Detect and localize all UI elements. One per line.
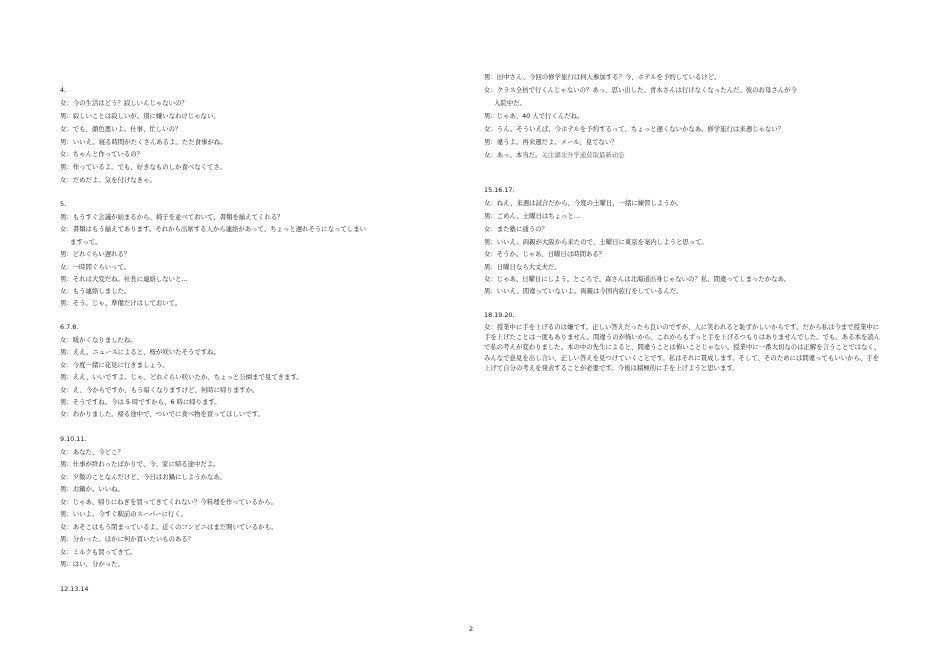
section-number: 6.7.8.: [60, 323, 79, 331]
dialogue-line: 女：夕飯のことなんだけど、今日はお鍋にしようかなあ。: [60, 473, 226, 481]
dialogue-line: 男：いいえ。寝る時間がたくさんあるよ。ただ食事がね。: [60, 138, 227, 146]
dialogue-line: 女：わかりました。帰る途中で、ついでに食べ物を買ってほしいです。: [60, 410, 264, 418]
dialogue-line: 男：違うよ。再来週だよ。メール、見てない？: [484, 138, 618, 146]
dialogue-line: 女：じゃあ、帰りにねぎを買ってきてくれない？今料理を作っているから。: [60, 498, 278, 506]
dialogue-line: 男：お鍋か。いいね。: [60, 485, 124, 493]
dialogue-line: 女：ねえ、来週は試合だから、今度の土曜日、一緒に練習しようか。: [484, 199, 683, 207]
page-number: 2: [469, 625, 474, 633]
dialogue-line: 女：そうか。じゃあ、日曜日は時間ある？: [484, 250, 606, 258]
dialogue-line: 男：いいえ。両親が大阪から来たので、土曜日に東京を案内しようと思って。: [484, 238, 708, 246]
dialogue-line: 男：じゃあ、40 人で行くんだね。: [484, 112, 584, 120]
dialogue-line: 女：あそこはもう閉まっているよ。近くのコンビニはまだ開いているかも。: [60, 523, 278, 531]
dialogue-line: 女：暖かくなりましたね。: [60, 336, 137, 344]
dialogue-line: 男：作っているよ。でも、好きなものしか食べなくてさ。: [60, 163, 226, 171]
dialogue-line: 女：もう連絡しました。: [60, 287, 131, 295]
dialogue-line: 男：ええ。ニュースによると、桜が咲いたそうですね。: [60, 348, 220, 356]
dialogue-line: 男：田中さん、今回の修学旅行は何人参加する？今、ホテルを予約しているけど。: [484, 73, 721, 81]
dialogue-line: 女：クラス全員で行くんじゃないの？あっ、思い出した。青木さんは行けなくなったんだ。彼のお母さんが今: [484, 86, 797, 94]
dialogue-line: 女：え、今からですか、もう暗くなりますけど、何時に帰りますか。: [60, 386, 259, 394]
dialogue-line: 男：はい、分かった。: [60, 560, 124, 568]
dialogue-line: 男：いいよ。今すぐ駅前のスーパーに行く。: [60, 510, 188, 518]
dialogue-line: 女：でも、顔色悪いよ。仕事、忙しいの？: [60, 125, 182, 133]
dialogue-line: 女：あなた、今どこ？: [60, 448, 124, 456]
dialogue-line: 女：一時間ぐらいって。: [60, 263, 131, 271]
dialogue-line: 女：うん。そういえば、今ホテルを予約するって、ちょっと遅くないかなあ。修学旅行は来週じゃない？: [484, 125, 785, 133]
monologue-paragraph: 女：授業中に手を上げるのは嫌です。正しい答えだったら良いのですが、人に笑われると恥ずかしいからです。だから私は今まで授業中に手を上げたことは一度もありません。間違うのが怖いから、これからもずっと手を上げるつもりはありませんでした。でも、ある本を読んで私の考えが変わりました。本の中の先生によると、間違うことは怖いことじゃない。授業中に一番大切なのは正解を言うことではなく、みんなで意見を出し合い、正しい答えを見つけていくことです。私はそれに賛成します。そして、そのためには間違ってもいいから、手を上げて自分の考えを発表することが必要です。今後は積極的に手を上げようと思います。: [484, 323, 881, 372]
dialogue-line: 男：日曜日なら大丈夫だ。: [484, 263, 561, 271]
section-number: 12.13.14: [60, 585, 89, 593]
section-number: 5.: [60, 200, 67, 208]
dialogue-text: 女：あっ、本当だ。: [484, 151, 542, 159]
dialogue-line: 男：ごめん、土曜日はちょっと…: [484, 212, 581, 220]
section-number: 4.: [60, 86, 67, 94]
dialogue-line: 男：分かった。ほかに何か買いたいものある？: [60, 535, 195, 543]
dialogue-line: 男：そうですね。今は 5 時ですから、6 時に帰ります。: [60, 398, 221, 406]
dialogue-line: 女：書類はもう揃えてあります。それから出席する人から連絡があって、ちょっと遅れそうになってしまい: [60, 225, 367, 233]
dialogue-line: 男：寂しいことは寂しいが、別に嫌いなわけじゃない。: [60, 112, 220, 120]
dialogue-line: 女：今度一緒に花見に行きましょう。: [60, 361, 169, 369]
section-number: 15.16.17.: [484, 186, 515, 194]
dialogue-line: 女：また塾に通うの？: [484, 225, 548, 233]
section-number: 9.10.11.: [60, 435, 87, 443]
dialogue-line: 女：ちゃんと作っているの？: [60, 150, 144, 158]
section-number: 18.19.20.: [484, 311, 515, 319]
dialogue-line-continued: ますって。: [70, 238, 102, 246]
dialogue-line: 男：いいえ、間違っていないよ。両親は今国内旅行をしているんだ。: [484, 287, 683, 295]
dialogue-line: 男：どれぐらい遅れる？: [60, 250, 131, 258]
dialogue-line: [484, 151, 625, 160]
dialogue-line: 女：だめだよ。気を付けなきゃ。: [60, 176, 156, 184]
dialogue-line: 女：ミルクも買ってきて。: [60, 548, 137, 556]
dialogue-line: 男：もうすぐ会議が始まるから、椅子を並べておいて、書類を揃えてくれる？: [60, 213, 284, 221]
dialogue-line-continued: 入院中だ。: [494, 99, 526, 107]
dialogue-line: 男：それは大変だね。社長に連絡しないと…: [60, 275, 188, 283]
dialogue-line: 男：そう。じゃ、準備だけはしておいて。: [60, 299, 182, 307]
dialogue-line: 女：今の生活はどう？寂しいんじゃないの？: [60, 99, 188, 107]
dialogue-line: 女：じゃあ、日曜日にしよう。ところで、森さんは北海道出身じゃないの？私、間違ってしまったかなあ。: [484, 275, 791, 283]
promo-text: 关注湖北升学通获取最新动态: [541, 151, 625, 159]
dialogue-line: 男：仕事が終わったばかりで、今、家に帰る途中だよ。: [60, 460, 220, 468]
dialogue-line: 男：ええ、いいですよ。じゃ、どれぐらい咲いたか、ちょっと公園まで見てきます。: [60, 373, 303, 381]
